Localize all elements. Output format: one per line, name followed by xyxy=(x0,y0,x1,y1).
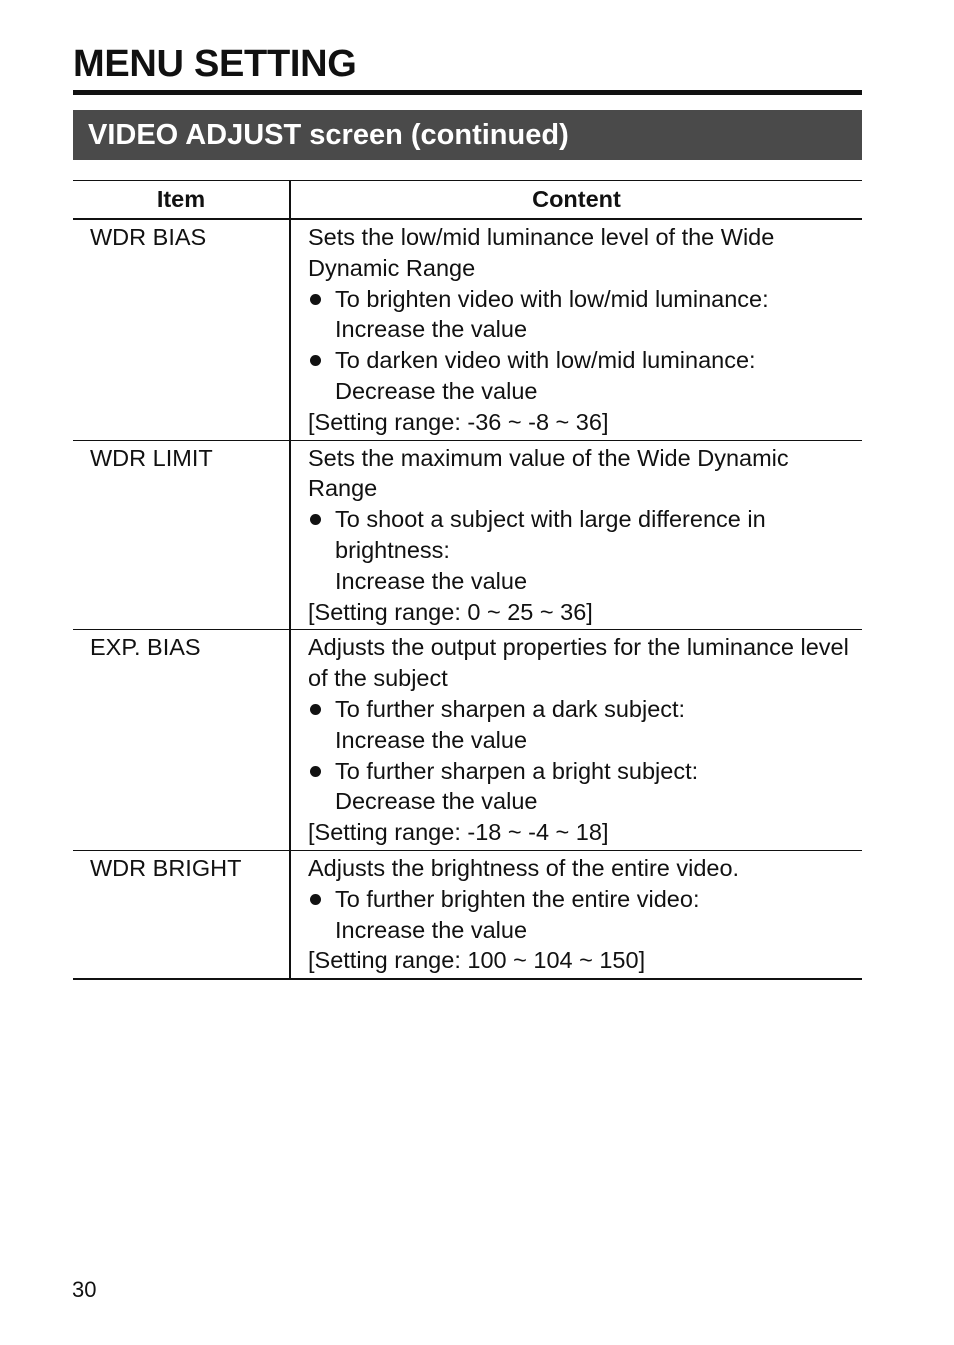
item-description: Sets the low/mid luminance level of the Wide Dynamic Range xyxy=(308,224,775,281)
item-name: WDR LIMIT xyxy=(73,440,290,630)
item-name: EXP. BIAS xyxy=(73,630,290,851)
content-cell xyxy=(290,630,862,851)
item-description: Adjusts the output properties for the luminance level of the subject xyxy=(308,634,849,692)
bullet-item xyxy=(308,345,856,407)
bullet-action: Increase the value xyxy=(335,316,528,343)
bullet-action: Decrease the value xyxy=(335,788,538,815)
table-row xyxy=(73,850,862,979)
item-name: WDR BIAS xyxy=(73,219,290,440)
settings-table xyxy=(73,180,862,980)
table-header-row xyxy=(73,181,862,220)
bullet-item xyxy=(308,756,856,818)
setting-range: [Setting range: -36 ~ -8 ~ 36] xyxy=(308,408,609,435)
content-cell xyxy=(290,219,862,440)
section-title: VIDEO ADJUST screen (continued) xyxy=(73,110,862,160)
setting-range: [Setting range: 0 ~ 25 ~ 36] xyxy=(308,598,593,625)
page-title: MENU SETTING xyxy=(73,40,862,95)
content-cell xyxy=(290,850,862,979)
bullet-item xyxy=(308,504,856,596)
bullet-item xyxy=(308,694,856,756)
bullet-condition: To further brighten the entire video: xyxy=(335,885,700,912)
bullet-condition: To shoot a subject with large difference in brightness: xyxy=(335,506,766,563)
content-cell xyxy=(290,440,862,630)
table-row xyxy=(73,219,862,440)
setting-range: [Setting range: -18 ~ -4 ~ 18] xyxy=(308,819,609,846)
header-content: Content xyxy=(290,181,862,220)
bullet-item xyxy=(308,884,856,946)
bullet-condition: To darken video with low/mid luminance: xyxy=(335,347,756,374)
item-description: Adjusts the brightness of the entire video. xyxy=(308,854,740,881)
page-number: 30 xyxy=(72,1277,97,1302)
bullet-action: Increase the value xyxy=(335,916,528,943)
bullet-item xyxy=(308,284,856,346)
bullet-action: Increase the value xyxy=(335,567,528,594)
bullet-condition: To brighten video with low/mid luminance: xyxy=(335,285,769,312)
bullet-condition: To further sharpen a bright subject: xyxy=(335,757,699,784)
item-description: Sets the maximum value of the Wide Dynamic Range xyxy=(308,444,789,502)
table-row xyxy=(73,440,862,630)
bullet-action: Increase the value xyxy=(335,726,528,753)
item-name: WDR BRIGHT xyxy=(73,850,290,979)
table-row xyxy=(73,630,862,851)
setting-range: [Setting range: 100 ~ 104 ~ 150] xyxy=(308,947,646,974)
bullet-action: Decrease the value xyxy=(335,377,538,404)
header-item: Item xyxy=(73,181,290,220)
bullet-condition: To further sharpen a dark subject: xyxy=(335,695,686,722)
